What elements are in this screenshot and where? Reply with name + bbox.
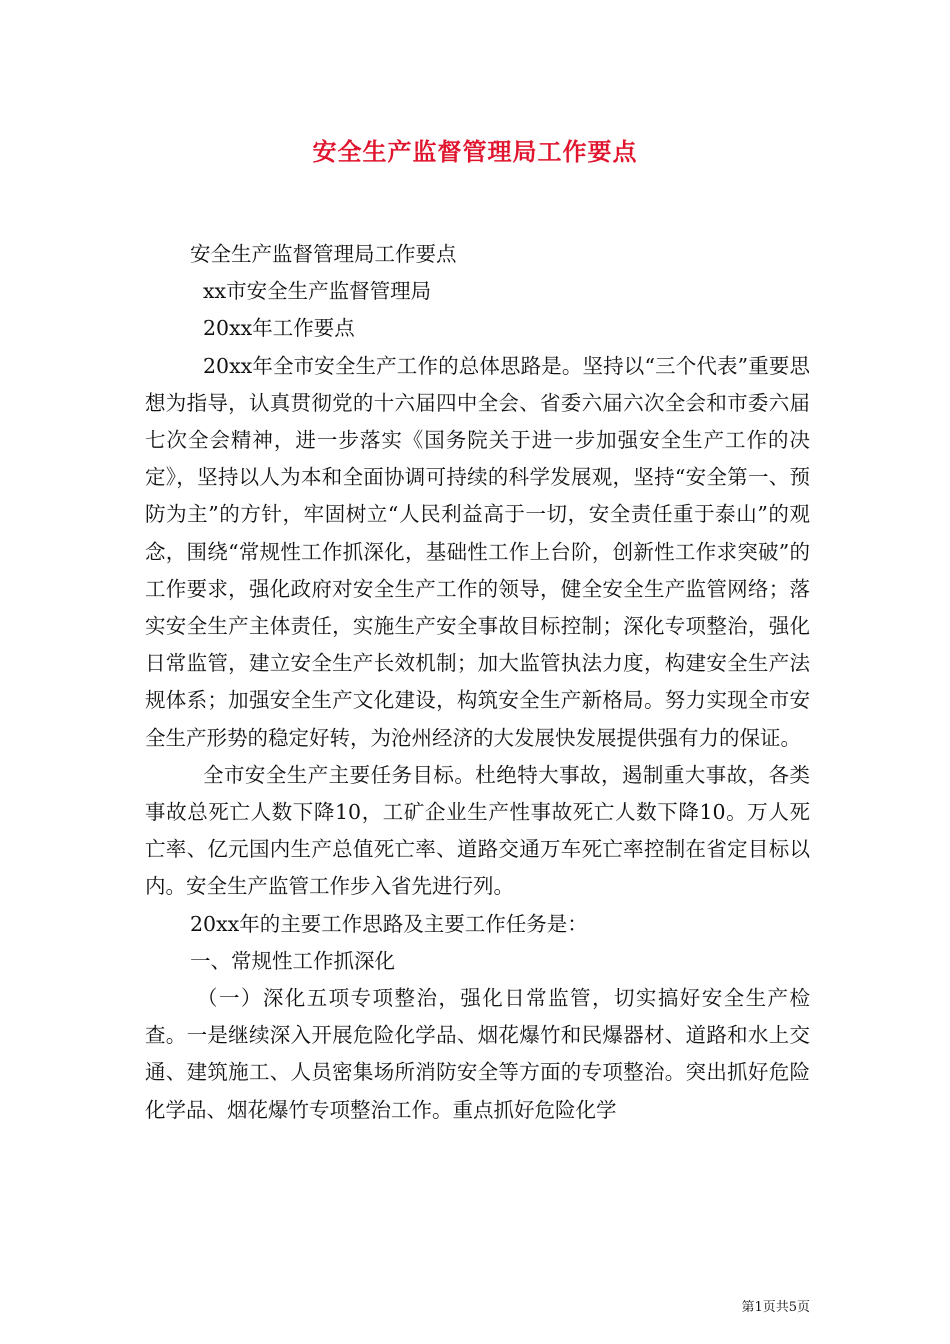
paragraph-overall-approach: 20xx年全市安全生产工作的总体思路是。坚持以“三个代表”重要思想为指导，认真贯彻党的十六届四中全会、省委六届六次全会和市委六届七次全会精神，进一步落实《国务院关于进一步加强安全生产工作的决定》，坚持以人为本和全面协调可持续的科学发展观，坚持“安全第一、预防为主”的方针，牢固树立“人民利益高于一切，安全责任重于泰山”的观念，围绕“常规性工作抓深化，基础性工作上台阶，创新性工作求突破”的工作要求，强化政府对安全生产工作的领导，健全安全生产监管网络；落实安全生产主体责任，实施生产安全事故目标控制；深化专项整治，强化日常监管，建立安全生产长效机制；加大监管执法力度，构建安全生产法规体系；加强安全生产文化建设，构筑安全生产新格局。努力实现全市安全生产形势的稳定好转，为沧州经济的大发展快发展提供强有力的保证。 xyxy=(145,353,810,750)
paragraph-work-plan-intro: 20xx年的主要工作思路及主要工作任务是： xyxy=(190,911,588,936)
paragraph-year: 20xx年工作要点 xyxy=(203,316,355,341)
paragraph-item-one: （一）深化五项专项整治，强化日常监管，切实搞好安全生产检查。一是继续深入开展危险化学品、烟花爆竹和民爆器材、道路和水上交通、建筑施工、人员密集场所消防安全等方面的专项整治。突出抓好危险化学品、烟花爆竹专项整治工作。重点抓好危险化学 xyxy=(145,986,810,1122)
paragraph-org: xx市安全生产监督管理局 xyxy=(203,279,432,304)
document-title: 安全生产监督管理局工作要点 xyxy=(312,137,638,166)
paragraph-heading: 安全生产监督管理局工作要点 xyxy=(190,242,457,266)
paragraph-section-one: 一、常规性工作抓深化 xyxy=(190,948,395,973)
page-number: 第1页共5页 xyxy=(741,1300,810,1315)
paragraph-task-goals: 全市安全生产主要任务目标。杜绝特大事故，遏制重大事故，各类事故总死亡人数下降10，工矿企业生产性事故死亡人数下降10。万人死亡率、亿元国内生产总值死亡率、道路交通万车死亡率控制在省定目标以内。安全生产监管工作步入省先进行列。 xyxy=(145,762,810,899)
document-body xyxy=(145,236,810,1129)
